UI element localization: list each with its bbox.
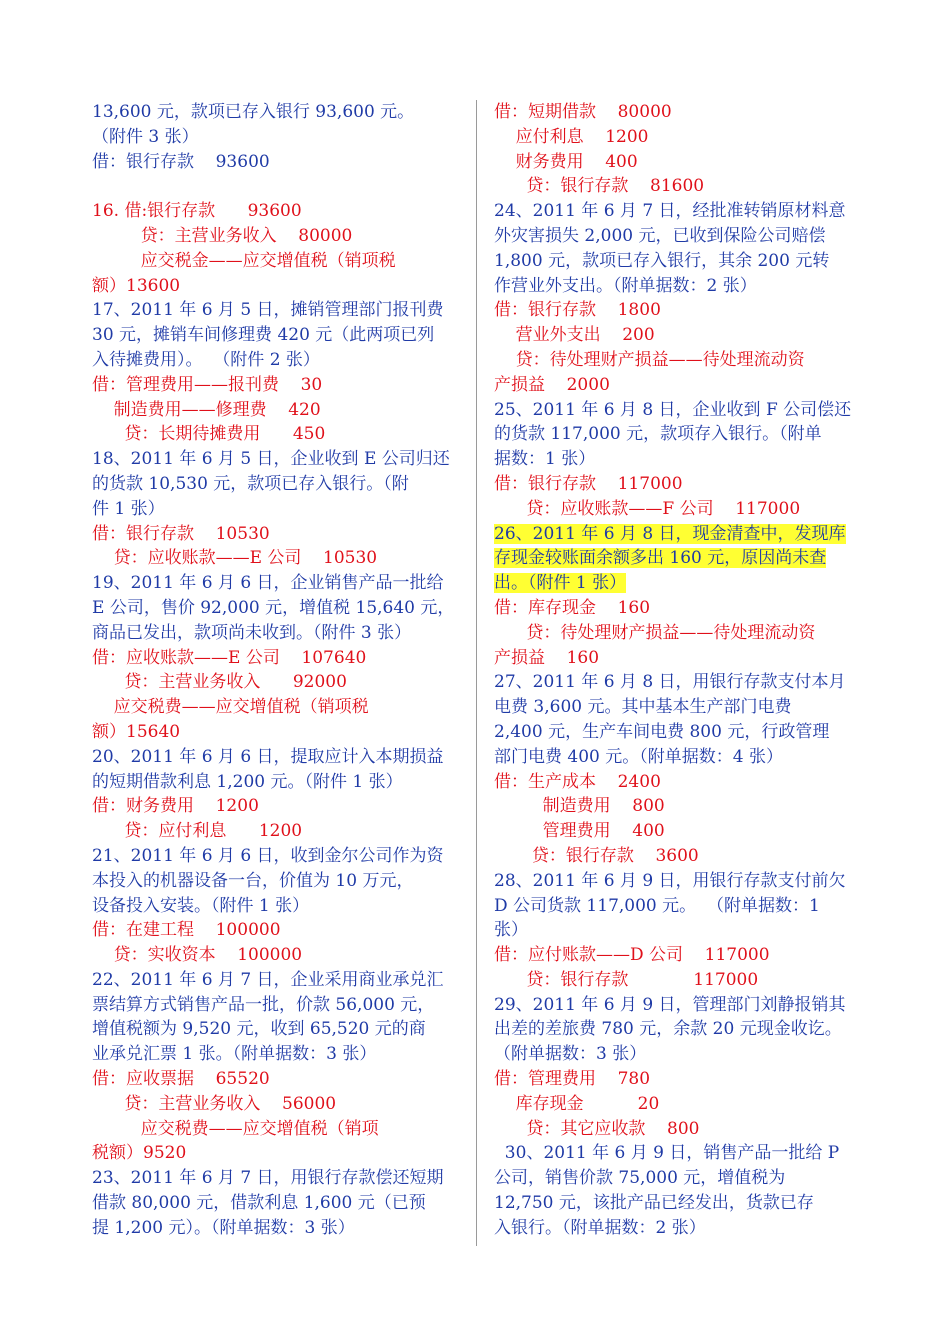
question-line: E 公司，售价 92,000 元，增值税 15,640 元， [92, 597, 455, 618]
question-line: 30 元，摊销车间修理费 420 元（此两项已列 [92, 325, 435, 346]
journal-entry-line: 额）13600 [92, 275, 181, 296]
journal-entry-line: 贷：待处理财产损益——待处理流动资 [494, 349, 805, 370]
journal-entry-line: 贷：银行存款 117000 [494, 969, 759, 990]
question-line: 公司，销售价款 75,000 元，增值税为 [494, 1168, 786, 1189]
highlighted-text: 出。（附件 1 张） [494, 573, 627, 594]
journal-entry-line: 借：银行存款 117000 [494, 473, 683, 494]
question-line: 29、2011 年 6 月 9 日，管理部门刘静报销其 [494, 994, 846, 1015]
question-line: 提 1,200 元）。（附单据数：3 张） [92, 1217, 355, 1238]
question-line: 电费 3,600 元。其中基本生产部门电费 [494, 697, 792, 718]
journal-entry-line: 借：库存现金 160 [494, 597, 651, 618]
journal-entry-line: 额）15640 [92, 721, 181, 742]
question-line: 票结算方式销售产品一批，价款 56,000 元， [92, 994, 435, 1015]
journal-entry-line: 16. 借:银行存款 93600 [92, 201, 302, 222]
journal-entry-line: 贷：待处理财产损益——待处理流动资 [494, 622, 816, 643]
question-line: 13,600 元，款项已存入银行 93,600 元。 [92, 102, 415, 122]
question-line: （附单据数：3 张） [494, 1044, 647, 1065]
journal-entry-line: 管理费用 400 [494, 821, 665, 842]
question-line: 25、2011 年 6 月 8 日，企业收到 F 公司偿还 [494, 399, 852, 420]
question-line: 部门电费 400 元。（附单据数：4 张） [494, 746, 783, 767]
question-line: 的短期借款利息 1,200 元。（附件 1 张） [92, 771, 403, 792]
question-line: 据数：1 张） [494, 449, 596, 470]
highlighted-question-line [494, 546, 860, 571]
question-line: 件 1 张） [92, 498, 165, 519]
question-line: 业承兑汇票 1 张。（附单据数：3 张） [92, 1044, 377, 1065]
question-line: 12,750 元，该批产品已经发出，货款已存 [494, 1193, 814, 1214]
journal-entry-line: 借：银行存款 10530 [92, 523, 270, 544]
journal-entry-line: 贷：应收账款——F 公司 117000 [494, 498, 801, 519]
question-line: 的货款 10,530 元，款项已存入银行。（附 [92, 473, 409, 494]
question-line: 19、2011 年 6 月 6 日，企业销售产品一批给 [92, 573, 444, 594]
question-line: 入银行。（附单据数：2 张） [494, 1217, 706, 1238]
journal-entry-line: 借：应收账款——E 公司 107640 [92, 647, 367, 668]
journal-entry-line: 借：银行存款 1800 [494, 300, 661, 321]
journal-entry-line: 营业外支出 200 [494, 325, 655, 346]
journal-entry-line: 贷：主营业务收入 56000 [92, 1093, 337, 1114]
journal-entry-line: 借：管理费用 780 [494, 1069, 651, 1090]
question-line: D 公司货款 117,000 元。 （附单据数：1 [494, 895, 820, 916]
journal-entry-line: 制造费用——修理费 420 [92, 399, 321, 420]
question-line: 22、2011 年 6 月 7 日，企业采用商业承兑汇 [92, 969, 444, 990]
question-line: 30、2011 年 6 月 9 日，销售产品一批给 P [494, 1143, 840, 1164]
journal-entry-line: 借：短期借款 80000 [494, 102, 672, 122]
question-line: 21、2011 年 6 月 6 日，收到金尔公司作为资 [92, 845, 444, 866]
question-line: 2,400 元，生产车间电费 800 元，行政管理 [494, 721, 830, 742]
left-column [92, 100, 464, 1241]
journal-entry-line: 应交税费——应交增值税（销项税 [92, 697, 369, 718]
question-line: 20、2011 年 6 月 6 日，提取应计入本期损益 [92, 746, 444, 767]
question-line: 23、2011 年 6 月 7 日，用银行存款偿还短期 [92, 1168, 444, 1189]
question-line: 张） [494, 920, 528, 941]
journal-entry-line: 贷：应付利息 1200 [92, 821, 303, 842]
journal-entry-line: 应交税金——应交增值税（销项税 [92, 250, 396, 271]
highlighted-text: 存现金较账面余额多出 160 元，原因尚未查 [494, 548, 827, 569]
column-divider [476, 100, 477, 1246]
journal-entry-line: 库存现金 20 [494, 1093, 660, 1114]
question-line: 27、2011 年 6 月 8 日，用银行存款支付本月 [494, 672, 846, 693]
right-column [494, 100, 860, 1241]
question-line: 外灾害损失 2,000 元，已收到保险公司赔偿 [494, 225, 826, 246]
journal-entry-line: 借：财务费用 1200 [92, 796, 259, 817]
question-line: 28、2011 年 6 月 9 日，用银行存款支付前欠 [494, 870, 846, 891]
question-line: 本投入的机器设备一台，价值为 10 万元， [92, 870, 414, 891]
question-line: 17、2011 年 6 月 5 日，摊销管理部门报刊费 [92, 300, 444, 321]
question-line: 作营业外支出。（附单据数：2 张） [494, 275, 757, 296]
question-line [92, 174, 464, 199]
question-line: 18、2011 年 6 月 5 日，企业收到 E 公司归还 [92, 449, 450, 470]
question-line: 增值税额为 9,520 元，收到 65,520 元的商 [92, 1019, 426, 1040]
journal-entry-line: 税额）9520 [92, 1143, 187, 1164]
question-line: 1,800 元，款项已存入银行，其余 200 元转 [494, 250, 830, 271]
question-line: （附件 3 张） [92, 126, 199, 147]
question-line: 的货款 117,000 元，款项存入银行。（附单 [494, 424, 822, 445]
journal-entry-line: 借：应付账款——D 公司 117000 [494, 945, 770, 966]
journal-entry-line: 贷：主营业务收入 80000 [92, 225, 353, 246]
journal-entry-line: 应交税费——应交增值税（销项 [92, 1118, 379, 1139]
journal-entry-line: 财务费用 400 [494, 151, 638, 172]
highlighted-question-line [494, 522, 860, 547]
journal-entry-line: 应付利息 1200 [494, 126, 649, 147]
journal-entry-line: 产损益 160 [494, 647, 600, 668]
journal-entry-line: 借：应收票据 65520 [92, 1069, 270, 1090]
journal-entry-line: 贷：长期待摊费用 450 [92, 424, 326, 445]
journal-entry-line: 制造费用 800 [494, 796, 665, 817]
question-line: 24、2011 年 6 月 7 日，经批准转销原材料意 [494, 201, 846, 222]
journal-entry-line: 贷：其它应收款 800 [494, 1118, 700, 1139]
journal-entry-line: 贷：实收资本 100000 [92, 945, 303, 966]
journal-entry-line: 贷：银行存款 3600 [494, 845, 699, 866]
journal-entry-line: 贷：银行存款 81600 [494, 176, 705, 197]
question-line: 入待摊费用）。 （附件 2 张） [92, 349, 320, 370]
journal-entry-line: 借：管理费用——报刊费 30 [92, 374, 323, 395]
journal-entry-line: 借：生产成本 2400 [494, 771, 661, 792]
question-line: 出差的差旅费 780 元，余款 20 元现金收讫。 [494, 1019, 842, 1040]
highlighted-question-line [494, 571, 860, 596]
journal-entry-line: 产损益 2000 [494, 374, 610, 395]
question-line: 借款 80,000 元，借款利息 1,600 元（已预 [92, 1193, 426, 1214]
question-line: 商品已发出，款项尚未收到。（附件 3 张） [92, 622, 412, 643]
highlighted-text: 26、2011 年 6 月 8 日，现金清查中，发现库 [494, 523, 846, 544]
question-line: 设备投入安装。（附件 1 张） [92, 895, 310, 916]
journal-entry-line: 贷：主营业务收入 92000 [92, 672, 347, 693]
question-line: 借：银行存款 93600 [92, 151, 270, 172]
journal-entry-line: 借：在建工程 100000 [92, 920, 281, 941]
journal-entry-line: 贷：应收账款——E 公司 10530 [92, 548, 378, 569]
